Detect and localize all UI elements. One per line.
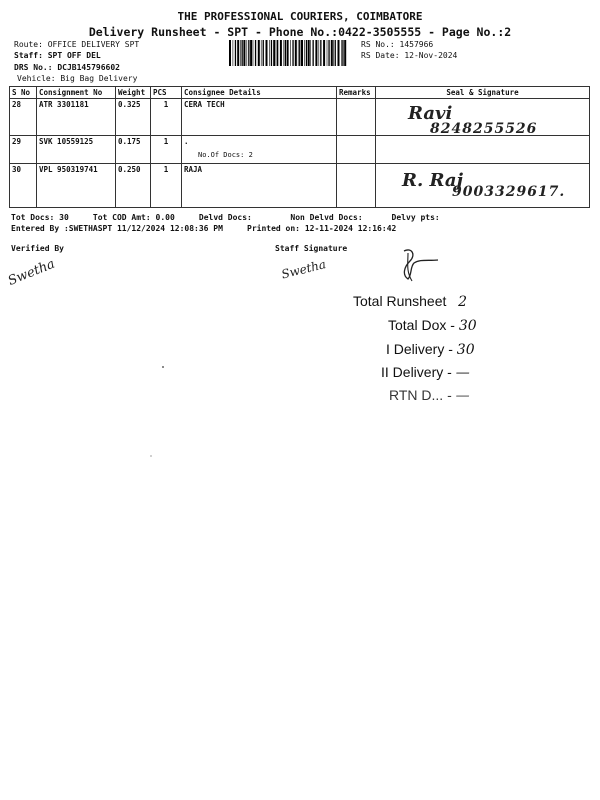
rtn-line	[389, 387, 470, 404]
barcode-bar	[266, 40, 268, 66]
barcode-bar	[313, 40, 314, 66]
barcode-bar	[242, 40, 243, 66]
barcode-icon	[229, 40, 349, 66]
total-runsheet-label: Total Runsheet	[353, 293, 447, 309]
barcode-bar	[269, 40, 270, 66]
barcode-bar	[273, 40, 275, 66]
recipient-phone: 8248255526	[430, 121, 538, 137]
barcode-bar	[310, 40, 311, 66]
table-header-row	[10, 87, 590, 99]
summary-line	[11, 213, 440, 222]
cell-consignee	[182, 99, 337, 136]
first-delivery	[386, 341, 475, 358]
vehicle-line: Vehicle: Big Bag Delivery	[17, 74, 138, 83]
table-row	[10, 99, 590, 136]
rs-no-line: RS No.: 1457966	[361, 40, 434, 49]
barcode-bar	[287, 40, 289, 66]
col-pcs: PCS	[151, 87, 182, 99]
col-consignee: Consignee Details	[182, 87, 337, 99]
barcode-bar	[253, 40, 254, 66]
barcode-bar	[298, 40, 299, 66]
total-dox-label: Total Dox -	[388, 317, 455, 333]
non-delvd-docs: Non Delvd Docs:	[290, 213, 363, 222]
col-remarks: Remarks	[337, 87, 376, 99]
col-sno: S No	[10, 87, 37, 99]
recipient-signature: Ravi	[408, 103, 453, 124]
cell-weight: 0.175	[116, 136, 151, 164]
entered-line	[11, 224, 396, 233]
cell-sno: 28	[10, 99, 37, 136]
barcode-bar	[261, 40, 262, 66]
cell-signature	[376, 99, 590, 136]
rtn-label: RTN D... -	[389, 387, 452, 403]
rs-date-line: RS Date: 12-Nov-2024	[361, 51, 458, 60]
second-delivery	[381, 364, 470, 381]
second-delivery-label: II Delivery -	[381, 364, 452, 380]
total-runsheet-value: 2	[458, 294, 467, 310]
cell-weight: 0.325	[116, 99, 151, 136]
barcode-bar	[276, 40, 277, 66]
barcode-bar	[315, 40, 317, 66]
barcode-bar	[320, 40, 321, 66]
barcode-bar	[342, 40, 343, 66]
cell-remarks	[337, 136, 376, 164]
cell-sno: 29	[10, 136, 37, 164]
cell-weight: 0.250	[116, 164, 151, 208]
barcode-bar	[306, 40, 307, 66]
staff-signature: Swetha	[280, 257, 328, 282]
recipient-signature: R. Raj	[402, 170, 464, 191]
barcode-bar	[250, 40, 252, 66]
first-delivery-value: 30	[456, 342, 475, 358]
barcode-bar	[285, 40, 286, 66]
col-weight: Weight	[116, 87, 151, 99]
tot-docs: Tot Docs: 30	[11, 213, 69, 222]
barcode-bar	[292, 40, 293, 66]
barcode-bar	[328, 40, 329, 66]
cell-consignment: ATR 3301181	[37, 99, 116, 136]
col-consignment: Consignment No	[37, 87, 116, 99]
consignee-name: RAJA	[184, 165, 203, 174]
tot-cod: Tot COD Amt: 0.00	[92, 213, 175, 222]
barcode-bar	[338, 40, 340, 66]
verified-signature: Swetha	[6, 256, 58, 289]
barcode-bar	[235, 40, 236, 66]
barcode-bar	[341, 40, 342, 66]
table-row	[10, 164, 590, 208]
docs-count-note: No.Of Docs: 2	[198, 151, 253, 159]
barcode-bar	[319, 40, 320, 66]
total-dox	[388, 317, 477, 334]
consignment-table	[9, 86, 590, 208]
barcode-bar	[240, 40, 241, 66]
staff-line: Staff: SPT OFF DEL	[14, 51, 101, 60]
barcode-bar	[304, 40, 305, 66]
delvd-docs: Delvd Docs:	[198, 213, 252, 222]
cell-signature	[376, 136, 590, 164]
barcode-bar	[258, 40, 260, 66]
printed-on: Printed on: 12-11-2024 12:16:42	[247, 224, 397, 233]
cell-pcs: 1	[151, 164, 182, 208]
route-line: Route: OFFICE DELIVERY SPT	[14, 40, 140, 49]
total-dox-value: 30	[458, 318, 477, 334]
consignee-name: .	[184, 137, 189, 146]
barcode-bar	[295, 40, 297, 66]
staff-signature-label: Staff Signature	[275, 244, 348, 253]
cell-pcs: 1	[151, 99, 182, 136]
barcode-bar	[335, 40, 336, 66]
cell-sno: 30	[10, 164, 37, 208]
rtn-value: —	[455, 388, 470, 404]
runsheet-title: Delivery Runsheet - SPT - Phone No.:0422-3505555 - Page No.:2	[88, 25, 512, 39]
barcode-bar	[284, 40, 285, 66]
cell-consignment: VPL 950319741	[37, 164, 116, 208]
barcode-bar	[323, 40, 325, 66]
barcode-bar	[233, 40, 234, 66]
barcode-bar	[299, 40, 300, 66]
barcode-bar	[277, 40, 278, 66]
barcode-bar	[271, 40, 272, 66]
barcode-bar	[248, 40, 249, 66]
cell-consignee	[182, 164, 337, 208]
barcode-bar	[280, 40, 282, 66]
first-delivery-label: I Delivery -	[386, 341, 453, 357]
cell-pcs: 1	[151, 136, 182, 164]
cell-remarks	[337, 99, 376, 136]
entered-by: Entered By :SWETHASPT 11/12/2024 12:08:36 PM	[11, 224, 223, 233]
speck	[162, 366, 164, 368]
second-delivery-value: —	[455, 365, 470, 381]
total-runsheet	[353, 293, 467, 310]
barcode-bar	[331, 40, 333, 66]
drs-line: DRS No.: DCJB145796602	[14, 63, 120, 72]
recipient-phone: 9003329617.	[452, 184, 566, 200]
barcode-bar	[290, 40, 291, 66]
barcode-bar	[229, 40, 231, 66]
consignee-name: CERA TECH	[184, 100, 225, 109]
barcode-bar	[344, 40, 346, 66]
col-seal-signature: Seal & Signature	[376, 87, 590, 99]
company-title: THE PROFESSIONAL COURIERS, COIMBATORE	[177, 10, 423, 23]
barcode-bar	[247, 40, 248, 66]
barcode-bar	[237, 40, 239, 66]
barcode-bar	[263, 40, 264, 66]
barcode-bar	[308, 40, 310, 66]
cell-consignee	[182, 136, 337, 164]
cell-consignment: SVK 10559125	[37, 136, 116, 164]
verified-by-label: Verified By	[11, 244, 64, 253]
barcode-bar	[327, 40, 328, 66]
delvy-pts: Delvy pts:	[391, 213, 440, 222]
table-row	[10, 136, 590, 164]
barcode-bar	[301, 40, 303, 66]
barcode-bar	[333, 40, 334, 66]
cell-signature	[376, 164, 590, 208]
cell-remarks	[337, 164, 376, 208]
barcode-bar	[255, 40, 256, 66]
staff-initial-signature-icon	[394, 245, 444, 285]
speck	[150, 455, 152, 457]
barcode-bar	[243, 40, 245, 66]
